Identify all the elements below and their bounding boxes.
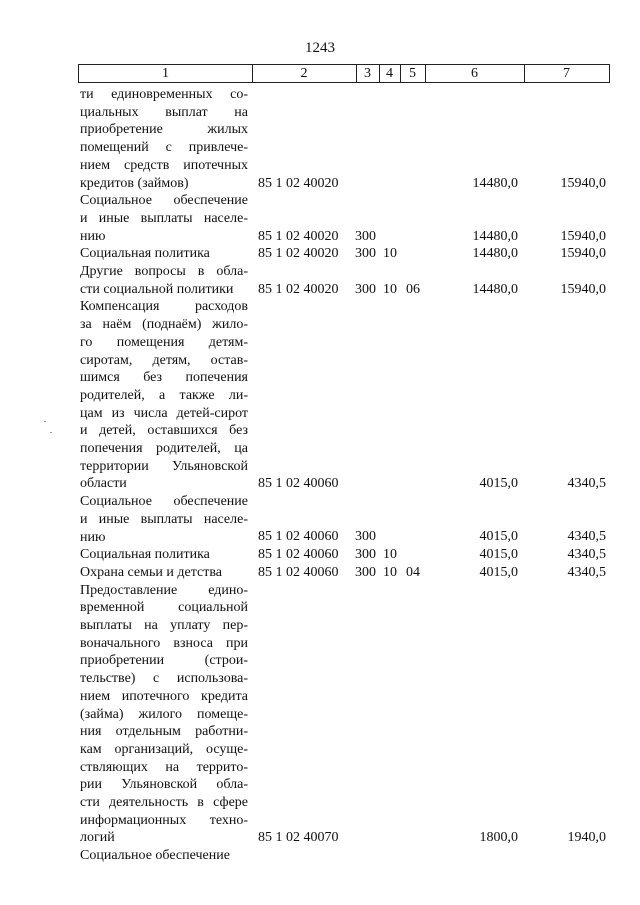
row-name-line: территории Ульяновской	[80, 458, 248, 474]
row-name-line: сиротам, детям, остав-	[80, 352, 248, 368]
row-name	[80, 86, 248, 192]
row-value-7: 15940,0	[560, 246, 606, 262]
row-name-line: нием ипотечного кредита	[80, 688, 248, 704]
row-rz: 10	[383, 281, 397, 297]
row-name-line: шимся без попечения	[80, 370, 248, 386]
row-value-7: 4340,5	[567, 529, 606, 545]
row-code: 85 1 02 40020	[258, 175, 339, 191]
table-row	[0, 245, 640, 263]
row-name-line: Охрана семьи и детства	[80, 564, 222, 580]
row-name-line: воначального взноса при	[80, 635, 248, 651]
row-name-line: за наём (поднаём) жило-	[80, 317, 248, 333]
table-row	[0, 582, 640, 848]
row-pr: 04	[406, 564, 420, 580]
row-name-line: информационных техно-	[80, 812, 248, 828]
row-rz: 10	[383, 246, 397, 262]
row-name-line: логий	[80, 830, 115, 846]
row-rz: 10	[383, 547, 397, 563]
row-name-line: Социальное обеспечение	[80, 193, 248, 209]
row-name-line: области	[80, 476, 127, 492]
row-name	[80, 847, 248, 865]
header-col-4: 4	[379, 64, 401, 83]
row-code: 85 1 02 40020	[258, 281, 339, 297]
row-name-line: Социальное обеспечение	[80, 494, 248, 510]
row-name-line: тельстве) с использова-	[80, 671, 248, 687]
table-row	[0, 546, 640, 564]
header-col-7: 7	[524, 64, 610, 83]
row-value-7: 4340,5	[567, 547, 606, 563]
row-name-line: нием средств ипотечных	[80, 157, 248, 173]
row-name-line: цам из числа детей-сирот	[80, 405, 248, 421]
row-name	[80, 263, 248, 298]
row-code: 85 1 02 40060	[258, 529, 339, 545]
row-vr: 300	[355, 246, 376, 262]
page-number: 1243	[305, 40, 335, 56]
table-row	[0, 263, 640, 298]
row-value-7: 4340,5	[567, 564, 606, 580]
row-name-line: ния отдельным работни-	[80, 724, 248, 740]
header-col-3: 3	[356, 64, 380, 83]
row-name-line: (займа) жилого помеще-	[80, 706, 248, 722]
row-pr: 06	[406, 281, 420, 297]
row-value-6: 4015,0	[479, 476, 518, 492]
header-col-5: 5	[400, 64, 426, 83]
row-name-line: Другие вопросы в обла-	[80, 264, 248, 279]
row-value-7: 4340,5	[567, 476, 606, 492]
row-name	[80, 493, 248, 546]
row-name	[80, 245, 248, 263]
row-name-line: нию	[80, 228, 106, 244]
row-code: 85 1 02 40070	[258, 830, 339, 846]
table-row	[0, 493, 640, 546]
row-name	[80, 564, 248, 582]
row-name-line: и иные выплаты населе-	[80, 511, 248, 527]
row-code: 85 1 02 40020	[258, 246, 339, 262]
table-row	[0, 192, 640, 245]
row-name-line: рии Ульяновской обла-	[80, 777, 248, 793]
row-name	[80, 546, 248, 564]
row-code: 85 1 02 40060	[258, 564, 339, 580]
row-name-line: Социальная политика	[80, 547, 210, 563]
row-value-7: 15940,0	[560, 228, 606, 244]
row-value-6: 14480,0	[472, 175, 518, 191]
header-col-2: 2	[252, 64, 357, 83]
row-code: 85 1 02 40020	[258, 228, 339, 244]
row-name-line: и иные выплаты населе-	[80, 210, 248, 226]
row-name-line: ти единовременных со-	[80, 87, 248, 102]
table-row	[0, 298, 640, 493]
row-value-7: 15940,0	[560, 281, 606, 297]
row-vr: 300	[355, 228, 376, 244]
row-name-line: кам организаций, осуще-	[80, 741, 248, 757]
row-name-line: выплаты на уплату пер-	[80, 618, 248, 633]
row-name-line: попечения родителей, ца	[80, 441, 248, 457]
row-vr: 300	[355, 281, 376, 297]
row-value-6: 14480,0	[472, 281, 518, 297]
scan-speck	[44, 421, 46, 422]
header-col-6: 6	[425, 64, 525, 83]
row-rz: 10	[383, 564, 397, 580]
row-name-line: временной социальной	[80, 600, 248, 616]
row-value-6: 1800,0	[479, 830, 518, 846]
header-col-1: 1	[78, 64, 253, 83]
row-name-line: нию	[80, 529, 106, 545]
row-name-line: го помещения детям-	[80, 334, 248, 350]
row-name-line: помещений с привлече-	[80, 140, 248, 156]
row-vr: 300	[355, 547, 376, 563]
row-value-6: 14480,0	[472, 246, 518, 262]
row-name-line: сти социальной политики	[80, 281, 234, 297]
row-name-line: Компенсация расходов	[80, 299, 248, 315]
table-row	[0, 564, 640, 582]
row-value-6: 4015,0	[479, 529, 518, 545]
row-name-line: кредитов (займов)	[80, 175, 189, 191]
row-name	[80, 582, 248, 848]
row-name	[80, 298, 248, 493]
row-name-line: приобретение жилых	[80, 122, 248, 138]
table-row	[0, 86, 640, 192]
row-value-7: 15940,0	[560, 175, 606, 191]
row-name-line: родителей, а также ли-	[80, 387, 248, 403]
row-vr: 300	[355, 529, 376, 545]
row-code: 85 1 02 40060	[258, 547, 339, 563]
row-name-line: Предоставление едино-	[80, 582, 248, 598]
row-name-line: циальных выплат на	[80, 104, 248, 120]
row-vr: 300	[355, 564, 376, 580]
row-name-line: Социальная политика	[80, 246, 210, 262]
row-value-6: 14480,0	[472, 228, 518, 244]
row-name-line: и детей, оставшихся без	[80, 423, 248, 439]
table-row	[0, 847, 640, 865]
row-name	[80, 192, 248, 245]
row-name-line: приобретении (строи-	[80, 653, 248, 669]
row-value-7: 1940,0	[567, 830, 606, 846]
row-name-line: ствляющих на террито-	[80, 759, 248, 775]
row-name-line: сти деятельность в сфере	[80, 795, 248, 811]
row-name-line: Социальное обеспечение	[80, 848, 230, 864]
row-value-6: 4015,0	[479, 564, 518, 580]
scan-speck	[50, 432, 52, 433]
row-code: 85 1 02 40060	[258, 476, 339, 492]
row-value-6: 4015,0	[479, 547, 518, 563]
